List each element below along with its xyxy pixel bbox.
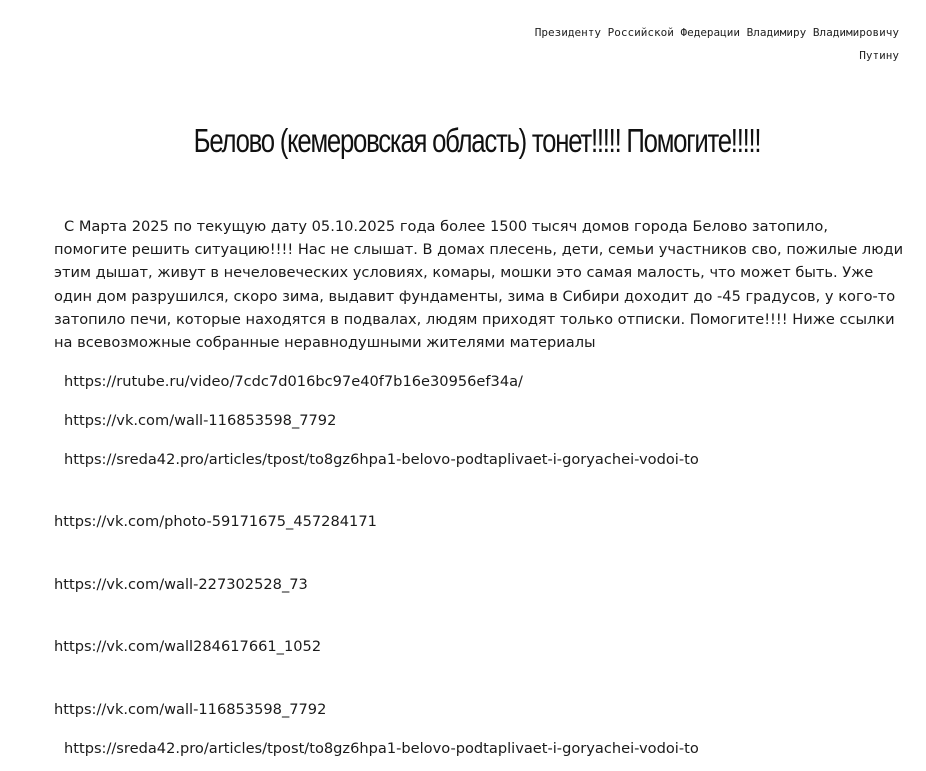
appeal-body-text: С Марта 2025 по текущую дату 05.10.2025 года более 1500 тысяч домов города Белово затопило, помогите решить ситуацию!!!! Нас не слышат. В домах плесень, дети, семьи участников сво, пожилые люди этим дышат, живут в нечеловеческих условиях, комары, мошки это самая малость, что может быть. Уже один дом разрушился, скоро зима, выдавит фундаменты, зима в Сибири доходит до -45 градусов, у кого-то затопило печи, которые находятся в подвалах, людям приходят только отписки. Помогите!!!! Ниже ссылки на всевозможные собранные неравнодушными жителями материалы <box>54 218 904 352</box>
link-sreda42-article-2[interactable]: https://sreda42.pro/articles/tpost/to8gz6hpa1-belovo-podtaplivaet-i-goryachei-vodoi-to <box>64 740 699 757</box>
link-vk-photo[interactable]: https://vk.com/photo-59171675_457284171 <box>54 513 377 530</box>
link-vk-wall-2[interactable]: https://vk.com/wall-227302528_73 <box>54 576 308 593</box>
link-sreda42-article-1[interactable]: https://sreda42.pro/articles/tpost/to8gz6hpa1-belovo-podtaplivaet-i-goryachei-vodoi-to <box>64 451 699 468</box>
appeal-body <box>54 215 904 354</box>
addressee-line-2: Путину <box>859 49 899 62</box>
addressee-block <box>199 21 899 67</box>
link-vk-wall-4[interactable]: https://vk.com/wall-116853598_7792 <box>54 701 327 718</box>
document-title: Белово (кемеровская область) тонет!!!!! Помогите!!!!! <box>193 122 761 159</box>
link-vk-wall-1[interactable]: https://vk.com/wall-116853598_7792 <box>64 412 337 429</box>
addressee-line-1: Президенту Российской Федерации Владимиру Владимировичу <box>534 26 899 39</box>
link-rutube-video[interactable]: https://rutube.ru/video/7cdc7d016bc97e40f7b16e30956ef34a/ <box>64 373 523 390</box>
link-vk-wall-3[interactable]: https://vk.com/wall284617661_1052 <box>54 638 322 655</box>
